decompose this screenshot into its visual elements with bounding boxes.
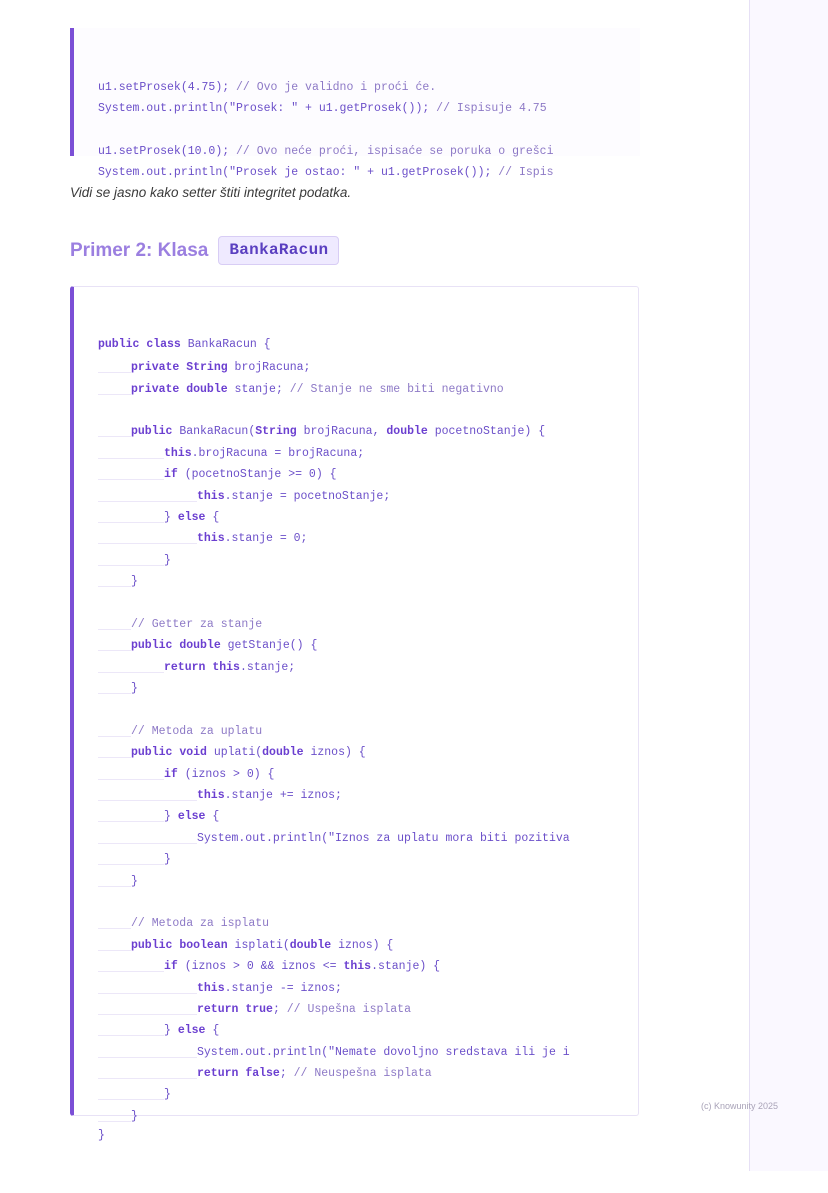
code-line: return this.stanje;	[98, 655, 638, 676]
code-line: } else {	[98, 505, 638, 526]
code-line: return true; // Uspešna isplata	[98, 997, 638, 1018]
code-line: }	[98, 569, 638, 590]
code-line	[98, 591, 638, 612]
code-block-top	[70, 28, 640, 180]
code-line	[98, 398, 638, 419]
code-line: System.out.println("Iznos za uplatu mora biti pozitiva	[98, 826, 638, 847]
code-line: System.out.println("Prosek je ostao: " + u1.getProsek()); // Ispis	[98, 166, 554, 180]
code-line: this.stanje = 0;	[98, 526, 638, 547]
code-line: } else {	[98, 1018, 638, 1039]
code-line: }	[98, 1082, 638, 1103]
code-line: return false; // Neuspešna isplata	[98, 1061, 638, 1082]
code-line: this.brojRacuna = brojRacuna;	[98, 441, 638, 462]
code-line: }	[98, 1104, 638, 1125]
code-top-lines	[74, 71, 640, 188]
code-line: public class BankaRacun {	[98, 337, 271, 351]
code-line: this.stanje += iznos;	[98, 783, 638, 804]
code-line	[98, 890, 638, 911]
code-line: if (iznos > 0) {	[98, 762, 638, 783]
code-line: private double stanje; // Stanje ne sme biti negativno	[98, 377, 638, 398]
code-line: System.out.println("Nemate dovoljno sredstava ili je i	[98, 1040, 638, 1061]
section-heading	[70, 236, 339, 265]
code-line: if (pocetnoStanje >= 0) {	[98, 462, 638, 483]
caption-text: Vidi se jasno kako setter štiti integritet podatka.	[70, 185, 352, 200]
code-main-lines	[74, 330, 638, 1151]
footer-credit: (c) Knowunity 2025	[700, 1101, 778, 1111]
code-line: System.out.println("Prosek: " + u1.getProsek()); // Ispisuje 4.75	[98, 102, 547, 116]
code-line: }	[98, 548, 638, 569]
code-line: this.stanje -= iznos;	[98, 976, 638, 997]
code-line: private String brojRacuna;	[98, 355, 638, 376]
code-line: // Metoda za uplatu	[98, 719, 638, 740]
code-line: }	[98, 847, 638, 868]
code-line: public boolean isplati(double iznos) {	[98, 933, 638, 954]
code-line: public double getStanje() {	[98, 633, 638, 654]
code-line	[98, 697, 638, 718]
code-line	[98, 120, 640, 141]
class-name-chip: BankaRacun	[218, 236, 339, 265]
code-line: } else {	[98, 804, 638, 825]
code-line: // Metoda za isplatu	[98, 911, 638, 932]
code-line: u1.setProsek(4.75); // Ovo je validno i proći će.	[98, 80, 437, 94]
code-block-main	[70, 286, 639, 1143]
code-line: u1.setProsek(10.0); // Ovo neće proći, ispisaće se poruka o grešci	[98, 144, 554, 158]
code-line: // Getter za stanje	[98, 612, 638, 633]
code-line: public BankaRacun(String brojRacuna, double pocetnoStanje) {	[98, 419, 638, 440]
code-line: }	[98, 676, 638, 697]
page-title: Primer 2: Klasa	[70, 239, 209, 261]
code-line: if (iznos > 0 && iznos <= this.stanje) {	[98, 954, 638, 975]
code-line: }	[98, 869, 638, 890]
code-line: this.stanje = pocetnoStanje;	[98, 484, 638, 505]
code-line: public void uplati(double iznos) {	[98, 740, 638, 761]
right-margin-strip	[749, 0, 828, 1171]
code-line: }	[98, 1129, 105, 1143]
